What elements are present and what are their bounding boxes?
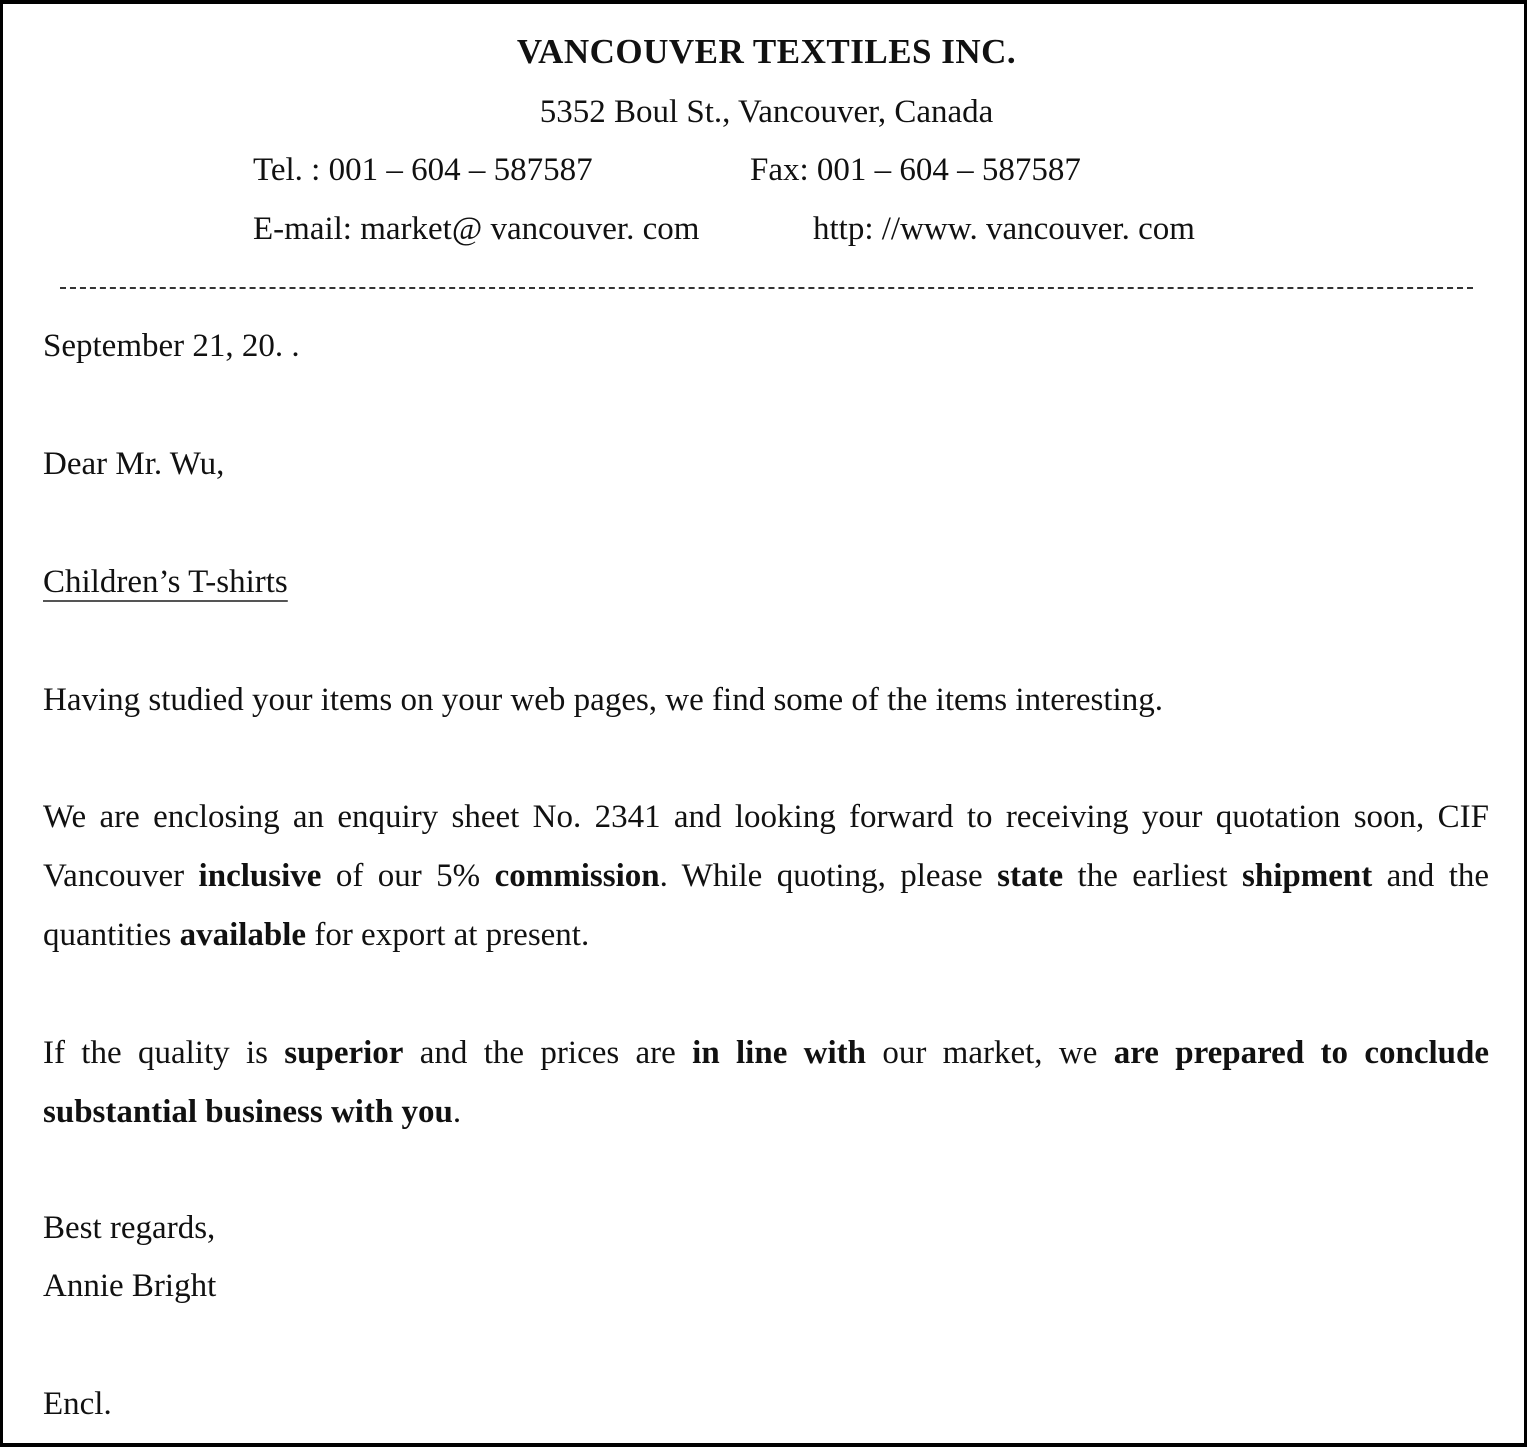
signature: Annie Bright	[43, 1268, 217, 1304]
website	[813, 209, 1195, 249]
company-address: 5352 Boul St., Vancouver, Canada	[539, 94, 994, 130]
tel-number: 001 – 604 – 587587	[328, 152, 593, 188]
bold-term: are prepared to conclude substantial business with you	[43, 1035, 1490, 1130]
subject-text: Children’s T-shirts	[43, 564, 288, 600]
paragraph-2	[43, 788, 1489, 965]
company-name: VANCOUVER TEXTILES INC.	[516, 32, 1017, 71]
bold-term: superior	[284, 1035, 404, 1071]
text-run: If the quality is	[43, 1035, 285, 1071]
web-label: http:	[813, 211, 874, 247]
email	[253, 209, 699, 249]
text-run: for export at present.	[306, 917, 590, 953]
email-address: market@ vancouver. com	[360, 211, 700, 247]
text-run: and the quantities	[43, 858, 1490, 953]
bold-term: commission	[494, 858, 660, 894]
salutation: Dear Mr. Wu,	[43, 446, 225, 482]
fax-number: 001 – 604 – 587587	[816, 152, 1081, 188]
fax-label: Fax:	[750, 152, 809, 188]
text-run: We are enclosing an enquiry sheet No. 2341 and looking forward to receiving your quotation soon, CIF Vancouver	[43, 799, 1489, 894]
text-run: .	[452, 1094, 462, 1130]
bold-term: shipment	[1242, 858, 1373, 894]
fax	[750, 150, 1081, 190]
text-run: of our 5%	[321, 858, 495, 894]
letterhead-divider	[60, 287, 1473, 289]
bold-term: in line with	[692, 1035, 867, 1071]
text-run: . While quoting, please	[659, 858, 998, 894]
paragraph-3	[43, 1024, 1489, 1142]
text-run: the earliest	[1063, 858, 1242, 894]
text-run: our market, we	[866, 1035, 1114, 1071]
paragraph-1: Having studied your items on your web pages, we find some of the items interesting.	[43, 682, 1163, 718]
letter-date: September 21, 20. .	[43, 328, 300, 364]
bold-term: state	[997, 858, 1064, 894]
text-run: and the prices are	[403, 1035, 693, 1071]
email-label: E-mail:	[253, 211, 352, 247]
enclosure: Encl.	[43, 1386, 112, 1422]
bold-term: inclusive	[198, 858, 322, 894]
telephone	[253, 150, 593, 190]
bold-term: available	[179, 917, 307, 953]
closing: Best regards,	[43, 1210, 216, 1246]
subject-line	[43, 562, 288, 602]
web-address: //www. vancouver. com	[881, 211, 1195, 247]
tel-label: Tel. :	[253, 152, 321, 188]
